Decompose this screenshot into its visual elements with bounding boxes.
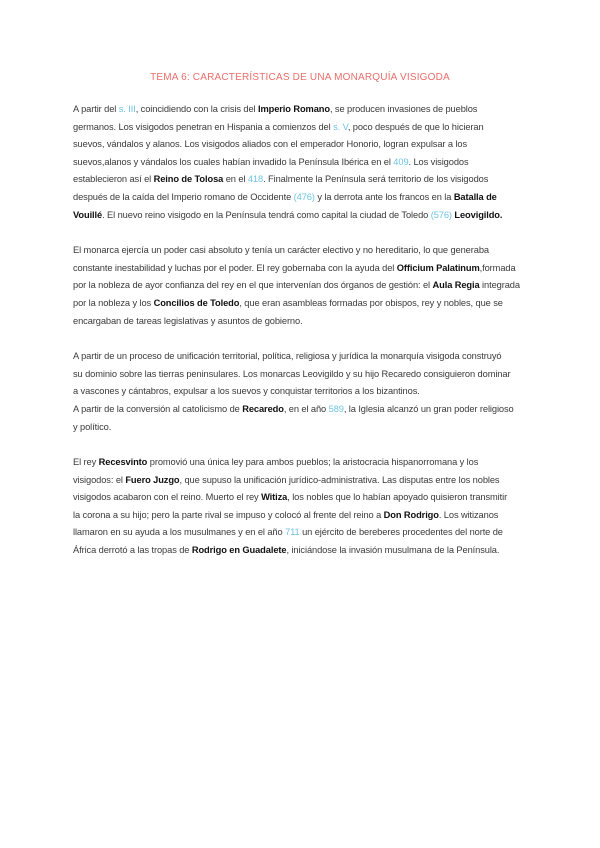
text-segment: encargaban de tareas legislativas y asuntos de gobierno. xyxy=(73,315,303,326)
text-line xyxy=(73,489,527,507)
bold-term: Recaredo xyxy=(242,403,284,414)
document-title: TEMA 6: CARACTERÍSTICAS DE UNA MONARQUÍA VISIGODA xyxy=(150,72,450,83)
text-segment: A partir de la conversión al catolicismo de xyxy=(73,403,243,414)
paragraph xyxy=(73,242,527,330)
text-segment: suevos, vándalos y alanos. Los visigodos aliados con el emperador Honorio, logran expulsar a los xyxy=(73,139,468,150)
text-segment: y la derrota ante los francos en la xyxy=(314,191,454,202)
bold-term: Vouillé xyxy=(73,209,103,220)
text-line xyxy=(73,242,527,260)
text-line xyxy=(73,313,527,331)
bold-term: Aula Regia xyxy=(432,280,480,291)
text-segment: en el xyxy=(223,174,248,185)
text-line xyxy=(73,383,527,401)
text-segment: A partir de un proceso de unificación territorial, política, religiosa y jurídica la monarquía visigoda construyó xyxy=(73,351,502,362)
text-segment: A partir del xyxy=(73,104,119,114)
text-segment: . Los visigodos xyxy=(408,156,469,167)
text-segment: visigodos: el xyxy=(73,474,126,485)
text-line xyxy=(73,507,527,525)
text-segment: El monarca ejercía un poder casi absoluto y tenía un carácter electivo y no hereditario, lo que generaba xyxy=(73,245,489,256)
date-highlight: 418 xyxy=(247,174,264,185)
text-line xyxy=(73,295,527,313)
text-segment: . El nuevo reino visigodo en la Península tendrá como capital la ciudad de Toledo xyxy=(102,209,431,220)
text-segment: llamaron en su ayuda a los musulmanes y en el año xyxy=(73,527,286,538)
bold-term: Imperio Romano xyxy=(257,104,330,114)
text-segment: El rey xyxy=(73,457,99,468)
text-segment: visigodos acabaron con el reino. Muerto el rey xyxy=(73,492,262,503)
text-line xyxy=(73,542,527,560)
bold-term: Officium Palatinum xyxy=(396,262,480,273)
bold-term: Reino de Tolosa xyxy=(153,174,224,185)
bold-term: Recesvinto xyxy=(98,457,148,468)
text-line xyxy=(73,277,527,295)
text-segment: y político. xyxy=(73,421,112,432)
text-line xyxy=(73,260,527,278)
bold-term: Batalla de xyxy=(453,191,497,202)
text-segment: , en el año xyxy=(283,403,329,414)
text-segment: ,formada xyxy=(479,262,516,273)
text-line xyxy=(73,136,527,154)
date-highlight: 589 xyxy=(328,403,344,414)
bold-term: Witiza xyxy=(261,492,288,503)
bold-term: Don Rodrigo xyxy=(383,509,439,520)
date-highlight: (476) xyxy=(293,191,315,202)
date-highlight: (576) xyxy=(430,209,452,220)
text-segment: . Los witizanos xyxy=(438,509,499,520)
text-segment: , que supuso la unificación jurídico-administrativa. Las disputas entre los nobles xyxy=(179,474,500,485)
bold-term: Fuero Juzgo xyxy=(125,474,180,485)
text-segment: , coincidiendo con la crisis del xyxy=(135,104,258,114)
text-line xyxy=(73,154,527,172)
bold-term: Rodrigo en Guadalete xyxy=(191,545,287,556)
text-line xyxy=(73,524,527,542)
text-segment: la corona a su hijo; pero la parte rival se impuso y colocó al frente del reino a xyxy=(73,509,384,520)
text-segment: , la Iglesia alcanzó un gran poder religioso xyxy=(343,403,514,414)
text-line xyxy=(73,119,527,137)
text-line xyxy=(73,366,527,384)
text-line xyxy=(73,401,527,419)
text-line xyxy=(73,419,527,437)
date-highlight: s. III xyxy=(118,104,136,114)
text-segment: un ejército de bereberes procedentes del norte de xyxy=(299,527,503,538)
text-segment: germanos. Los visigodos penetran en Hispania a comienzos del xyxy=(73,121,334,132)
text-segment: integrada xyxy=(479,280,520,291)
text-line xyxy=(73,101,527,119)
text-segment: a vascones y cántabros, expulsar a los suevos y conquistar territorios a los bizantinos. xyxy=(73,386,420,397)
bold-term: Leovigildo. xyxy=(454,209,503,220)
text-segment: establecieron así el xyxy=(73,174,154,185)
text-segment: , los nobles que lo habían apoyado quisieron transmitir xyxy=(287,492,508,503)
text-segment: después de la caída del Imperio romano de Occidente xyxy=(73,191,294,202)
date-highlight: s. V xyxy=(333,121,348,132)
text-line xyxy=(73,189,527,207)
text-line xyxy=(73,171,527,189)
text-segment: constante inestabilidad y luchas por el poder. El rey gobernaba con la ayuda del xyxy=(73,262,397,273)
date-highlight: 409 xyxy=(393,156,409,167)
text-segment: , se producen invasiones de pueblos xyxy=(329,104,478,114)
paragraph xyxy=(73,101,527,224)
text-segment: su dominio sobre las tierras peninsulares. Los monarcas Leovigildo y su hijo Recaredo consiguieron dominar xyxy=(73,368,511,379)
text-segment: , que eran asambleas formadas por obispos, rey y nobles, que se xyxy=(239,297,503,308)
text-segment: . Finalmente la Península será territorio de los visigodos xyxy=(263,174,489,185)
text-segment: África derrotó a las tropas de xyxy=(73,545,192,556)
text-line xyxy=(73,348,527,366)
text-segment: , poco después de que lo hicieran xyxy=(347,121,484,132)
text-segment: por la nobleza y los xyxy=(73,297,154,308)
text-line xyxy=(73,472,527,490)
text-segment: , iniciándose la invasión musulmana de la Península. xyxy=(286,545,500,556)
text-line xyxy=(73,454,527,472)
text-line xyxy=(73,207,527,225)
text-segment: suevos,alanos y vándalos los cuales habían invadido la Península Ibérica en el xyxy=(73,156,394,167)
text-segment: por la nobleza de ayor confianza del rey en el que intervenían dos órganos de gestión: el xyxy=(73,280,433,291)
date-highlight: 711 xyxy=(285,527,300,538)
document-body xyxy=(73,101,527,578)
paragraph xyxy=(73,454,527,560)
text-segment: promovió una única ley para ambos pueblos; la aristocracia hispanorromana y los xyxy=(147,457,479,468)
paragraph xyxy=(73,348,527,436)
bold-term: Concilios de Toledo xyxy=(153,297,240,308)
